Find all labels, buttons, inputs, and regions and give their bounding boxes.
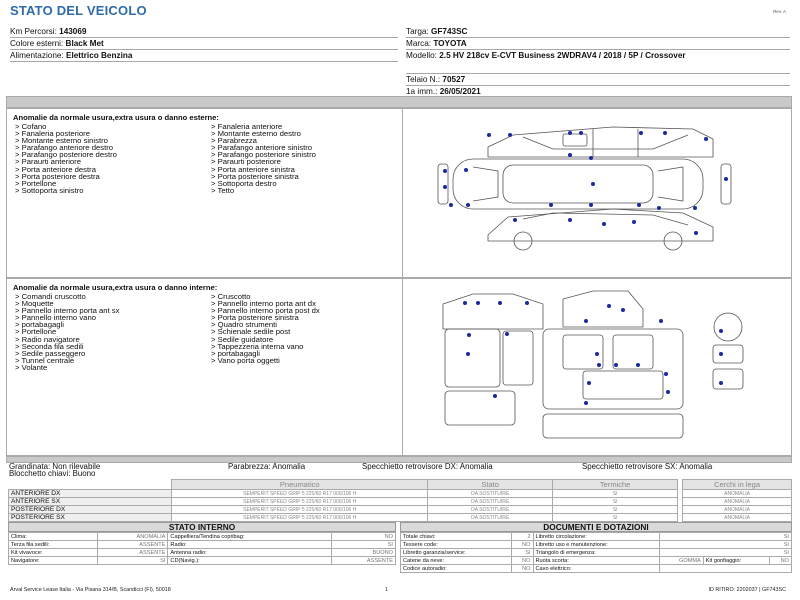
anomaly-item: > Porta anteriore destra	[15, 164, 96, 174]
anomaly-item: > Parafango posteriore sinistro	[211, 150, 316, 160]
info-value: SI	[659, 541, 791, 549]
footer-id: ID RITIRO: 2202037 | GF743SC	[708, 587, 786, 593]
grandinata-status: Grandinata: Non rilevabile	[9, 462, 101, 471]
info-label: Kit gonfiaggio:	[703, 557, 769, 565]
info-label: Libretto circolazione:	[533, 533, 659, 541]
info-label: Ruota scorta:	[533, 557, 659, 565]
info-color: Colore esterni: Black Met	[10, 38, 398, 50]
tire-cell-tire: SEMPERIT SPEED GRIP 5 225/60 R17 000/106 H	[172, 490, 428, 498]
info-value: 2	[511, 533, 533, 541]
interior-list-col1	[15, 293, 211, 371]
info-row	[401, 557, 792, 565]
anomaly-item: > Quadro strumenti	[211, 320, 278, 330]
stato-interno-title: STATO INTERNO	[8, 522, 396, 532]
tire-cell-cerchi: ANOMALIA	[683, 506, 792, 514]
info-value: SI	[659, 549, 791, 557]
info-value: ASSENTE	[331, 557, 395, 565]
info-registration: 1a imm.: 26/05/2021	[406, 86, 790, 98]
anomaly-item: > Seconda fila sedili	[15, 341, 84, 351]
tire-cell-termiche: SI	[553, 506, 678, 514]
info-value	[659, 565, 791, 573]
specchietto-sx-status: Specchietto retrovisore SX: Anomalia	[582, 462, 713, 471]
info-value: NO	[511, 565, 533, 573]
info-label: Antenna radio:	[168, 549, 331, 557]
info-value: SI	[331, 541, 395, 549]
anomaly-item: > Vano porta oggetti	[211, 355, 280, 365]
tire-cell-pos: ANTERIORE DX	[9, 490, 172, 498]
info-km: Km Percorsi: 143069	[10, 26, 398, 38]
anomaly-item: > Parafango anteriore destro	[15, 143, 114, 153]
info-chassis: Telaio N.: 70527	[406, 74, 790, 86]
tire-cell-tire: SEMPERIT SPEED GRIP 5 225/60 R17 000/106 H	[172, 506, 428, 514]
info-label: Radio:	[168, 541, 331, 549]
info-value: NO	[511, 557, 533, 565]
tire-cell-termiche: SI	[553, 514, 678, 522]
tire-cell-cerchi: ANOMALIA	[683, 514, 792, 522]
info-label: Totale chiavi:	[401, 533, 512, 541]
footer-address: Arval Service Lease Italia - Via Pisana 314/B, Scandicci (FI), 50018	[10, 587, 171, 593]
anomaly-item: > Pannello interno vano	[15, 313, 96, 323]
tire-row	[9, 514, 792, 522]
tire-cell-termiche: SI	[553, 490, 678, 498]
tire-cell-cerchi: ANOMALIA	[683, 498, 792, 506]
anomaly-item: > Tetto	[211, 185, 235, 195]
exterior-list-col1	[15, 123, 211, 194]
info-value: GOMMA	[659, 557, 703, 565]
tire-cell-pos: POSTERIORE SX	[9, 514, 172, 522]
info-label: Catene da neve:	[401, 557, 512, 565]
tire-cell-termiche: SI	[553, 498, 678, 506]
tires-header-pneumatico: Pneumatico	[172, 480, 428, 490]
documenti-title: DOCUMENTI E DOTAZIONI	[400, 522, 792, 532]
vehicle-info-left	[10, 26, 398, 62]
info-label: Triangolo di emergenza:	[533, 549, 659, 557]
info-fuel: Alimentazione: Elettrico Benzina	[10, 50, 398, 62]
info-row	[9, 549, 396, 557]
info-label: Cappelliera/Tendina copribag:	[168, 533, 331, 541]
car-interior-diagram	[403, 279, 791, 455]
parabrezza-status: Parabrezza: Anomalia	[228, 462, 306, 471]
section-divider	[6, 96, 792, 108]
anomaly-item: > Montante esterno destro	[211, 129, 301, 139]
anomaly-item: > Tappezzeria interna vano	[211, 341, 304, 351]
info-label: Libretto uso e manutenzione:	[533, 541, 659, 549]
anomaly-item: > Sedile guidatore	[211, 334, 274, 344]
info-value: SI	[511, 549, 533, 557]
tire-row	[9, 506, 792, 514]
info-row	[401, 565, 792, 573]
tires-table	[8, 479, 792, 522]
interior-heading: Anomalie da normale usura,extra usura o danno interne:	[13, 283, 218, 292]
info-label: Terza fila sedili:	[9, 541, 98, 549]
anomaly-item: > Parafango anteriore sinistro	[211, 143, 313, 153]
info-label: CD(Navig.):	[168, 557, 331, 565]
anomaly-item: > portabagagli	[15, 320, 64, 330]
anomaly-item: > Paraurti anteriore	[15, 157, 82, 167]
info-row	[9, 541, 396, 549]
interior-list-col2	[211, 293, 407, 371]
info-row	[9, 533, 396, 541]
info-row	[401, 541, 792, 549]
blocchetto-status: Blocchetto chiavi: Buono	[9, 469, 96, 478]
anomaly-item: > Porta posteriore sinistra	[211, 171, 299, 181]
info-value: NO	[331, 533, 395, 541]
info-label: Codice autoradio:	[401, 565, 512, 573]
tire-cell-pos: ANTERIORE SX	[9, 498, 172, 506]
anomaly-item: > Sottoporta destro	[211, 178, 277, 188]
anomaly-item: > Parafango posteriore destro	[15, 150, 117, 160]
info-row	[9, 557, 396, 565]
info-value: ASSENTE	[98, 549, 168, 557]
info-label: Libretto garanzia/service:	[401, 549, 512, 557]
exterior-heading: Anomalie da normale usura,extra usura o danno esterne:	[13, 113, 219, 122]
anomaly-item: > Porta posteriore sinistra	[211, 313, 299, 323]
info-value: SI	[659, 533, 791, 541]
anomaly-item: > Pannello interno porta post dx	[211, 306, 320, 316]
anomaly-item: > Volante	[15, 362, 48, 372]
info-value: BUONO	[331, 549, 395, 557]
anomaly-item: > Sedile passeggero	[15, 348, 86, 358]
anomaly-item: > Paraurti posteriore	[211, 157, 281, 167]
revision-label: Rev. A	[773, 9, 786, 14]
stato-interno-table	[8, 532, 396, 565]
anomaly-item: > Montante esterno sinistro	[15, 136, 108, 146]
info-value: SI	[98, 557, 168, 565]
info-value: NO	[511, 541, 533, 549]
anomaly-item: > Porta anteriore sinistra	[211, 164, 295, 174]
tires-header-stato: Stato	[428, 480, 553, 490]
info-value: ASSENTE	[98, 541, 168, 549]
documenti-table	[400, 532, 792, 573]
tires-header-cerchi: Cerchi in lega	[683, 480, 792, 490]
anomaly-item: > Comandi cruscotto	[15, 292, 86, 301]
tires-header-termiche: Termiche	[553, 480, 678, 490]
anomaly-item: > Fanaleria anteriore	[211, 122, 283, 131]
tire-row	[9, 498, 792, 506]
tire-cell-stato: DA SOSTITUIRE	[428, 498, 553, 506]
tire-cell-stato: DA SOSTITUIRE	[428, 514, 553, 522]
anomaly-item: > Schienale sedile post	[211, 327, 291, 337]
anomaly-item: > portabagagli	[211, 348, 260, 358]
exterior-panel	[6, 108, 792, 278]
info-label: Kit vivavoce:	[9, 549, 98, 557]
info-row	[401, 533, 792, 541]
info-label: Clima:	[9, 533, 98, 541]
anomaly-item: > Cruscotto	[211, 292, 251, 301]
interior-panel	[6, 278, 792, 456]
anomaly-item: > Portellone	[15, 327, 57, 337]
anomaly-item: > Porta posteriore destra	[15, 171, 100, 181]
anomaly-item: > Parabrezza	[211, 136, 257, 146]
tire-cell-tire: SEMPERIT SPEED GRIP 5 225/60 R17 000/106 H	[172, 498, 428, 506]
car-exterior-diagram	[403, 109, 791, 277]
specchietto-dx-status: Specchietto retrovisore DX: Anomalia	[362, 462, 493, 471]
info-value: NO	[770, 557, 792, 565]
tire-cell-cerchi: ANOMALIA	[683, 490, 792, 498]
exterior-list-col2	[211, 123, 407, 194]
info-label: Cavo elettrico:	[533, 565, 659, 573]
page-title: STATO DEL VEICOLO	[10, 3, 147, 18]
tire-cell-stato: DA SOSTITUIRE	[428, 490, 553, 498]
info-row	[401, 549, 792, 557]
anomaly-item: > Pannello interno porta ant dx	[211, 299, 316, 309]
tire-cell-stato: DA SOSTITUIRE	[428, 506, 553, 514]
footer-page-number: 1	[385, 587, 388, 593]
info-value: ANOMALIA	[98, 533, 168, 541]
tire-row	[9, 490, 792, 498]
anomaly-item: > Radio navigatore	[15, 334, 80, 344]
vehicle-info-right	[406, 26, 790, 98]
info-model: Modello: 2.5 HV 218cv E-CVT Business 2WDRAV4 / 2018 / 5P / Crossover	[406, 50, 790, 74]
anomaly-item: > Sottoporta sinistro	[15, 185, 84, 195]
info-label: Navigatore:	[9, 557, 98, 565]
anomaly-item: > Pannello interno porta ant sx	[15, 306, 120, 316]
anomaly-item: > Tunnel centrale	[15, 355, 75, 365]
info-brand: Marca: TOYOTA	[406, 38, 790, 50]
tires-header-row	[9, 480, 792, 490]
tire-cell-tire: SEMPERIT SPEED GRIP 5 225/60 R17 000/106 H	[172, 514, 428, 522]
info-label: Tessere code:	[401, 541, 512, 549]
info-plate: Targa: GF743SC	[406, 26, 790, 38]
tire-cell-pos: POSTERIORE DX	[9, 506, 172, 514]
anomaly-item: > Fanaleria posteriore	[15, 129, 90, 139]
anomaly-item: > Cofano	[15, 122, 47, 131]
anomaly-item: > Moquette	[15, 299, 54, 309]
anomaly-item: > Portellone	[15, 178, 57, 188]
